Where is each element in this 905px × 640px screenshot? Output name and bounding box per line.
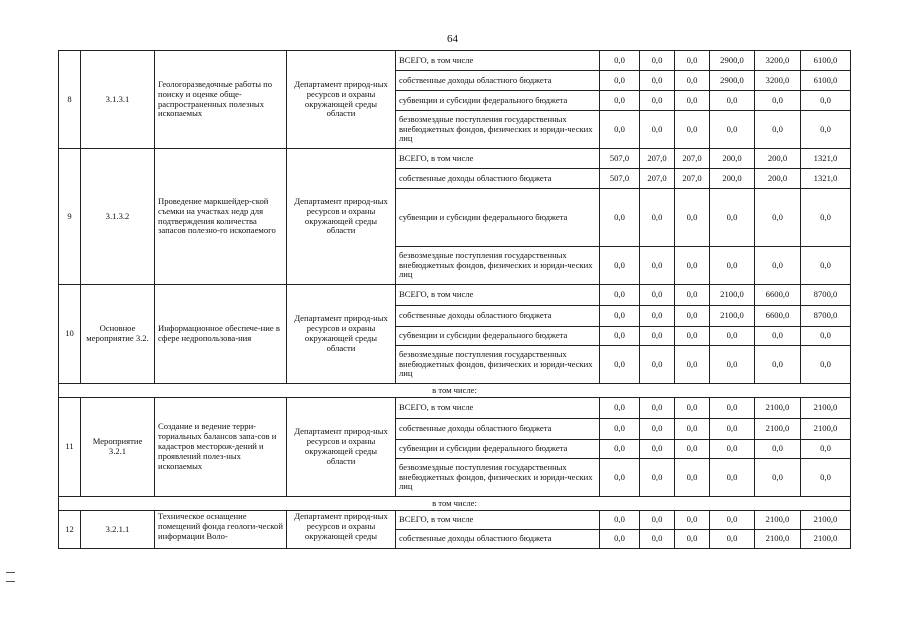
amount-cell: 2100,0 bbox=[710, 285, 755, 306]
amount-cell: 0,0 bbox=[801, 189, 851, 247]
amount-cell: 0,0 bbox=[801, 327, 851, 346]
amount-cell: 0,0 bbox=[640, 327, 675, 346]
row-number: 11 bbox=[59, 398, 81, 497]
funding-source: ВСЕГО, в том числе bbox=[396, 398, 600, 419]
amount-cell: 8700,0 bbox=[801, 306, 851, 327]
amount-cell: 0,0 bbox=[640, 530, 675, 549]
funding-source: субвенции и субсидии федерального бюджета bbox=[396, 189, 600, 247]
amount-cell: 507,0 bbox=[600, 169, 640, 189]
amount-cell: 2100,0 bbox=[710, 306, 755, 327]
amount-cell: 0,0 bbox=[755, 459, 801, 497]
amount-cell: 200,0 bbox=[710, 169, 755, 189]
amount-cell: 0,0 bbox=[600, 111, 640, 149]
amount-cell: 0,0 bbox=[710, 440, 755, 459]
amount-cell: 0,0 bbox=[755, 189, 801, 247]
amount-cell: 2100,0 bbox=[801, 511, 851, 530]
amount-cell: 0,0 bbox=[801, 247, 851, 285]
amount-cell: 8700,0 bbox=[801, 285, 851, 306]
amount-cell: 207,0 bbox=[640, 149, 675, 169]
amount-cell: 0,0 bbox=[710, 189, 755, 247]
amount-cell: 0,0 bbox=[640, 440, 675, 459]
activity-name: Геологоразведочные работы по поиску и оценке обще-распространенных полезных ископаемых bbox=[155, 51, 287, 149]
margin-mark bbox=[6, 572, 15, 582]
amount-cell: 0,0 bbox=[600, 398, 640, 419]
program-code: Мероприятие 3.2.1 bbox=[81, 398, 155, 497]
amount-cell: 0,0 bbox=[640, 51, 675, 71]
amount-cell: 1321,0 bbox=[801, 149, 851, 169]
amount-cell: 0,0 bbox=[675, 51, 710, 71]
row-number: 8 bbox=[59, 51, 81, 149]
amount-cell: 0,0 bbox=[675, 459, 710, 497]
amount-cell: 6100,0 bbox=[801, 51, 851, 71]
amount-cell: 6100,0 bbox=[801, 71, 851, 91]
amount-cell: 0,0 bbox=[675, 327, 710, 346]
amount-cell: 0,0 bbox=[755, 440, 801, 459]
amount-cell: 0,0 bbox=[675, 91, 710, 111]
amount-cell: 0,0 bbox=[675, 285, 710, 306]
section-label: в том числе: bbox=[59, 497, 851, 511]
row-number: 9 bbox=[59, 149, 81, 285]
amount-cell: 0,0 bbox=[801, 459, 851, 497]
amount-cell: 0,0 bbox=[755, 327, 801, 346]
amount-cell: 0,0 bbox=[600, 346, 640, 384]
amount-cell: 0,0 bbox=[710, 111, 755, 149]
amount-cell: 0,0 bbox=[640, 91, 675, 111]
amount-cell: 0,0 bbox=[600, 419, 640, 440]
program-code: 3.1.3.1 bbox=[81, 51, 155, 149]
amount-cell: 0,0 bbox=[801, 111, 851, 149]
funding-source: субвенции и субсидии федерального бюджета bbox=[396, 91, 600, 111]
amount-cell: 207,0 bbox=[675, 149, 710, 169]
amount-cell: 2100,0 bbox=[801, 530, 851, 549]
amount-cell: 0,0 bbox=[640, 306, 675, 327]
budget-table bbox=[58, 50, 851, 549]
amount-cell: 0,0 bbox=[801, 91, 851, 111]
amount-cell: 0,0 bbox=[675, 346, 710, 384]
amount-cell: 0,0 bbox=[710, 398, 755, 419]
funding-source: ВСЕГО, в том числе bbox=[396, 51, 600, 71]
amount-cell: 0,0 bbox=[640, 111, 675, 149]
amount-cell: 0,0 bbox=[600, 440, 640, 459]
amount-cell: 0,0 bbox=[640, 419, 675, 440]
amount-cell: 0,0 bbox=[600, 459, 640, 497]
funding-source: собственные доходы областного бюджета bbox=[396, 71, 600, 91]
amount-cell: 0,0 bbox=[801, 440, 851, 459]
amount-cell: 2100,0 bbox=[801, 398, 851, 419]
row-number: 10 bbox=[59, 285, 81, 384]
amount-cell: 0,0 bbox=[600, 285, 640, 306]
table-row bbox=[59, 511, 851, 530]
amount-cell: 0,0 bbox=[640, 71, 675, 91]
amount-cell: 1321,0 bbox=[801, 169, 851, 189]
amount-cell: 0,0 bbox=[600, 189, 640, 247]
responsible-department: Департамент природ-ных ресурсов и охраны окружающей среды области bbox=[287, 285, 396, 384]
amount-cell: 0,0 bbox=[640, 247, 675, 285]
amount-cell: 0,0 bbox=[710, 247, 755, 285]
responsible-department: Департамент природ-ных ресурсов и охраны окружающей среды области bbox=[287, 398, 396, 497]
amount-cell: 0,0 bbox=[675, 511, 710, 530]
table-row bbox=[59, 285, 851, 306]
table-row bbox=[59, 51, 851, 71]
amount-cell: 0,0 bbox=[600, 306, 640, 327]
amount-cell: 0,0 bbox=[600, 91, 640, 111]
responsible-department: Департамент природ-ных ресурсов и охраны окружающей среды области bbox=[287, 149, 396, 285]
page-number: 64 bbox=[447, 33, 458, 45]
amount-cell: 200,0 bbox=[755, 169, 801, 189]
section-row bbox=[59, 497, 851, 511]
amount-cell: 0,0 bbox=[755, 247, 801, 285]
amount-cell: 0,0 bbox=[640, 511, 675, 530]
funding-source: безвозмездные поступления государственных внебюджетных фондов, физических и юриди-ческих лиц bbox=[396, 247, 600, 285]
amount-cell: 0,0 bbox=[675, 111, 710, 149]
funding-source: безвозмездные поступления государственных внебюджетных фондов, физических и юриди-ческих лиц bbox=[396, 459, 600, 497]
funding-source: собственные доходы областного бюджета bbox=[396, 169, 600, 189]
amount-cell: 0,0 bbox=[710, 530, 755, 549]
amount-cell: 2900,0 bbox=[710, 71, 755, 91]
activity-name: Создание и ведение терри-ториальных балансов запа-сов и кадастров месторож-дений и проявлений полез-ных ископаемых bbox=[155, 398, 287, 497]
funding-source: собственные доходы областного бюджета bbox=[396, 306, 600, 327]
amount-cell: 2100,0 bbox=[755, 511, 801, 530]
responsible-department: Департамент природ-ных ресурсов и охраны окружающей среды bbox=[287, 511, 396, 549]
amount-cell: 0,0 bbox=[755, 91, 801, 111]
amount-cell: 0,0 bbox=[675, 530, 710, 549]
amount-cell: 0,0 bbox=[640, 398, 675, 419]
amount-cell: 0,0 bbox=[600, 327, 640, 346]
responsible-department: Департамент природ-ных ресурсов и охраны окружающей среды области bbox=[287, 51, 396, 149]
amount-cell: 6600,0 bbox=[755, 285, 801, 306]
amount-cell: 0,0 bbox=[710, 327, 755, 346]
funding-source: ВСЕГО, в том числе bbox=[396, 285, 600, 306]
row-number: 12 bbox=[59, 511, 81, 549]
amount-cell: 0,0 bbox=[640, 459, 675, 497]
amount-cell: 207,0 bbox=[675, 169, 710, 189]
activity-name: Проведение маркшейдер-ской съемки на участках недр для подтверждения количества запасов полезно-го ископаемого bbox=[155, 149, 287, 285]
amount-cell: 0,0 bbox=[710, 511, 755, 530]
activity-name: Информационное обеспече-ние в сфере недропользова-ния bbox=[155, 285, 287, 384]
program-code: 3.1.3.2 bbox=[81, 149, 155, 285]
amount-cell: 0,0 bbox=[710, 346, 755, 384]
funding-source: собственные доходы областного бюджета bbox=[396, 530, 600, 549]
amount-cell: 2100,0 bbox=[755, 419, 801, 440]
amount-cell: 0,0 bbox=[675, 398, 710, 419]
amount-cell: 0,0 bbox=[755, 346, 801, 384]
amount-cell: 0,0 bbox=[675, 419, 710, 440]
program-code: Основное мероприятие 3.2. bbox=[81, 285, 155, 384]
amount-cell: 0,0 bbox=[600, 511, 640, 530]
amount-cell: 0,0 bbox=[600, 51, 640, 71]
amount-cell: 0,0 bbox=[600, 71, 640, 91]
amount-cell: 0,0 bbox=[675, 247, 710, 285]
amount-cell: 200,0 bbox=[710, 149, 755, 169]
amount-cell: 0,0 bbox=[600, 247, 640, 285]
amount-cell: 3200,0 bbox=[755, 51, 801, 71]
amount-cell: 2100,0 bbox=[755, 530, 801, 549]
amount-cell: 507,0 bbox=[600, 149, 640, 169]
funding-source: безвозмездные поступления государственных внебюджетных фондов, физических и юриди-ческих лиц bbox=[396, 346, 600, 384]
table-row bbox=[59, 149, 851, 169]
amount-cell: 207,0 bbox=[640, 169, 675, 189]
amount-cell: 2900,0 bbox=[710, 51, 755, 71]
amount-cell: 2100,0 bbox=[801, 419, 851, 440]
amount-cell: 6600,0 bbox=[755, 306, 801, 327]
funding-source: ВСЕГО, в том числе bbox=[396, 149, 600, 169]
amount-cell: 0,0 bbox=[710, 459, 755, 497]
amount-cell: 200,0 bbox=[755, 149, 801, 169]
amount-cell: 0,0 bbox=[675, 71, 710, 91]
section-label: в том числе: bbox=[59, 384, 851, 398]
activity-name: Техническое оснащение помещений фонда геологи-ческой информации Воло- bbox=[155, 511, 287, 549]
amount-cell: 0,0 bbox=[640, 285, 675, 306]
funding-source: субвенции и субсидии федерального бюджета bbox=[396, 327, 600, 346]
funding-source: ВСЕГО, в том числе bbox=[396, 511, 600, 530]
amount-cell: 0,0 bbox=[710, 91, 755, 111]
amount-cell: 0,0 bbox=[640, 189, 675, 247]
amount-cell: 0,0 bbox=[675, 306, 710, 327]
program-code: 3.2.1.1 bbox=[81, 511, 155, 549]
funding-source: собственные доходы областного бюджета bbox=[396, 419, 600, 440]
amount-cell: 2100,0 bbox=[755, 398, 801, 419]
funding-source: субвенции и субсидии федерального бюджета bbox=[396, 440, 600, 459]
amount-cell: 0,0 bbox=[675, 189, 710, 247]
amount-cell: 0,0 bbox=[640, 346, 675, 384]
amount-cell: 0,0 bbox=[755, 111, 801, 149]
amount-cell: 0,0 bbox=[675, 440, 710, 459]
amount-cell: 0,0 bbox=[801, 346, 851, 384]
amount-cell: 0,0 bbox=[600, 530, 640, 549]
section-row bbox=[59, 384, 851, 398]
amount-cell: 0,0 bbox=[710, 419, 755, 440]
funding-source: безвозмездные поступления государственных внебюджетных фондов, физических и юриди-ческих лиц bbox=[396, 111, 600, 149]
amount-cell: 3200,0 bbox=[755, 71, 801, 91]
table-row bbox=[59, 398, 851, 419]
